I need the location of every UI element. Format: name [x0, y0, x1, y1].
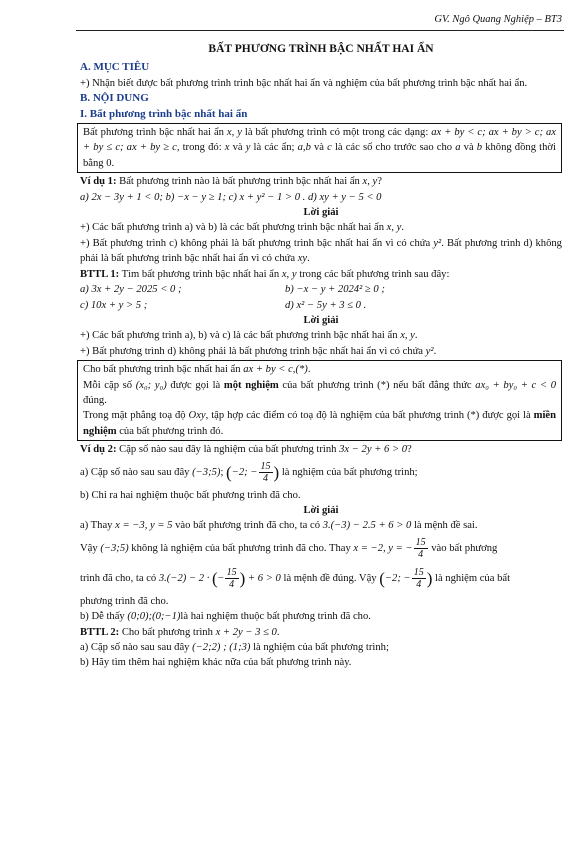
page-header-author: GV. Ngô Quang Nghiệp – BT3	[434, 14, 562, 25]
fraction-15-4: $\frac{15}{4}$	[260, 460, 271, 484]
definition-box-2	[77, 360, 562, 441]
bttl-1-item-c: c) 10x + y > 5 ;	[80, 299, 148, 311]
example-2-question: Ví dụ 2: Cặp số nào sau đây là nghiệm của bất phương trình 3x − 2y + 6 > 0?	[80, 444, 412, 456]
example-2-solution-line-4: phương trình đã cho.	[80, 595, 169, 607]
section-b-heading: B. NỘI DUNG	[80, 92, 149, 105]
example-2-part-a: a) Cặp số nào sau sau đây (−3;5); (−2; − $\frac{15}{4}$ ) là nghiệm của bất phương trình;	[80, 460, 418, 484]
example-1-solution-line-1: +) Các bất phương trình a) và b) là các bất phương trình bậc nhất hai ẩn x, y.	[80, 222, 405, 234]
bttl-1-solution-line-2: +) Bất phương trình d) không phải là bất phương trình bậc nhất hai ẩn vì có chứa y².	[80, 345, 437, 357]
example-2-part-b: b) Chỉ ra hai nghiệm thuộc bất phương trình đã cho.	[80, 489, 301, 501]
header-rule	[76, 30, 564, 31]
bttl-1-item-b: b) −x − y + 2024² ≥ 0 ;	[285, 284, 385, 296]
example-1-solution-heading: Lời giải	[303, 207, 339, 219]
bttl-1-solution-line-1: +) Các bất phương trình a), b) và c) là các bất phương trình bậc nhất hai ẩn x, y.	[80, 330, 418, 342]
definition-2-line-3: Trong mặt phẳng toạ độ Oxy, tập hợp các điểm có toạ độ là nghiệm của bất phương trình (*) được gọi là miền nghiệm của bất phương trình đó.	[83, 410, 557, 437]
example-2-solution-line-3: trình đã cho, ta có 3.(−2) − 2 · (− $\frac{15}{4}$ ) + 6 > 0 là mệnh đề đúng. Vậy (−2; − $\frac{15}{4}$ ) là nghiệm của bất	[80, 566, 511, 590]
bttl-2-part-a: a) Cặp số nào sau sau đây (−2;2) ; (1;3) là nghiệm của bất phương trình;	[80, 642, 389, 653]
example-1-solution-line-2: +) Bất phương trình c) không phải là bất phương trình bậc nhất hai ẩn vì có chứa y². Bất phương trình d) không phải là bất phương trình bậc nhất hai ẩn vì có chứa xy.	[80, 237, 562, 265]
definition-box-1	[77, 123, 562, 173]
bttl-1-item-a: a) 3x + 2y − 2025 < 0 ;	[80, 284, 182, 296]
bttl-2-question: BTTL 2: Cho bất phương trình x + 2y − 3 ≤ 0.	[80, 626, 280, 638]
section-a-heading: A. MỤC TIÊU	[80, 61, 150, 74]
bttl-2-part-b: b) Hãy tìm thêm hai nghiệm khác nữa của bất phương trình này.	[80, 657, 352, 669]
bttl-1-question: BTTL 1: Tìm bất phương trình bậc nhất hai ẩn x, y trong các bất phương trình sau đây:	[80, 268, 450, 280]
bttl-1-item-d: d) x² − 5y + 3 ≤ 0 .	[285, 299, 367, 311]
definition-1-text: Bất phương trình bậc nhất hai ẩn x, y là bất phương trình có một trong các dạng: ax + by < c; ax + by > c; ax + by ≤ c; ax + by ≥ c, trong đó: x và y là các ẩn; a,b và c là các số cho trước sao cho a và b không đồng thời bằng 0.	[83, 127, 556, 169]
example-1-question: Ví dụ 1: Bất phương trình nào là bất phương trình bậc nhất hai ẩn x, y?	[80, 176, 382, 188]
example-1-items: a) 2x − 3y + 1 < 0; b) −x − y ≥ 1; c) x + y² − 1 > 0 . d) xy + y − 5 < 0	[80, 191, 382, 203]
example-2-solution-line-1: a) Thay x = −3, y = 5 vào bất phương trình đã cho, ta có 3.(−3) − 2.5 + 6 > 0 là mệnh đề sai.	[80, 520, 478, 532]
bttl-1-solution-heading: Lời giải	[303, 314, 339, 326]
fraction-15-4: $\frac{15}{4}$	[226, 566, 237, 590]
fraction-15-4: $\frac{15}{4}$	[415, 536, 426, 560]
example-2-solution-line-5: b) Dễ thấy (0;0);(0;−1)là hai nghiệm thuộc bất phương trình đã cho.	[80, 611, 371, 623]
bttl-1-row-cd	[80, 298, 562, 313]
example-2-solution-heading: Lời giải	[303, 504, 339, 516]
document-content	[80, 40, 562, 671]
definition-2-line-1: Cho bất phương trình bậc nhất hai ẩn ax + by < c,(*).	[83, 364, 311, 376]
subsection-1-heading: I. Bất phương trình bậc nhất hai ẩn	[80, 107, 248, 120]
bttl-1-row-ab	[80, 282, 562, 297]
document-title: BẤT PHƯƠNG TRÌNH BẬC NHẤT HAI ẨN	[208, 43, 434, 55]
definition-2-line-2: Mỗi cặp số (x₀; y₀) được gọi là một nghiệm của bất phương trình (*) nếu bất đẳng thức ax₀ + by₀ + c < 0 đúng.	[83, 379, 556, 406]
fraction-15-4: $\frac{15}{4}$	[413, 566, 424, 590]
example-2-solution-line-2: Vậy (−3;5) không là nghiệm của bất phương trình đã cho. Thay x = −2, y = − $\frac{15}{4}$ vào bất phương	[80, 536, 498, 560]
section-a-text: +) Nhận biết được bất phương trình trình bậc nhất hai ẩn và nghiệm của bất phương trình bậc nhất hai ẩn.	[80, 77, 528, 89]
